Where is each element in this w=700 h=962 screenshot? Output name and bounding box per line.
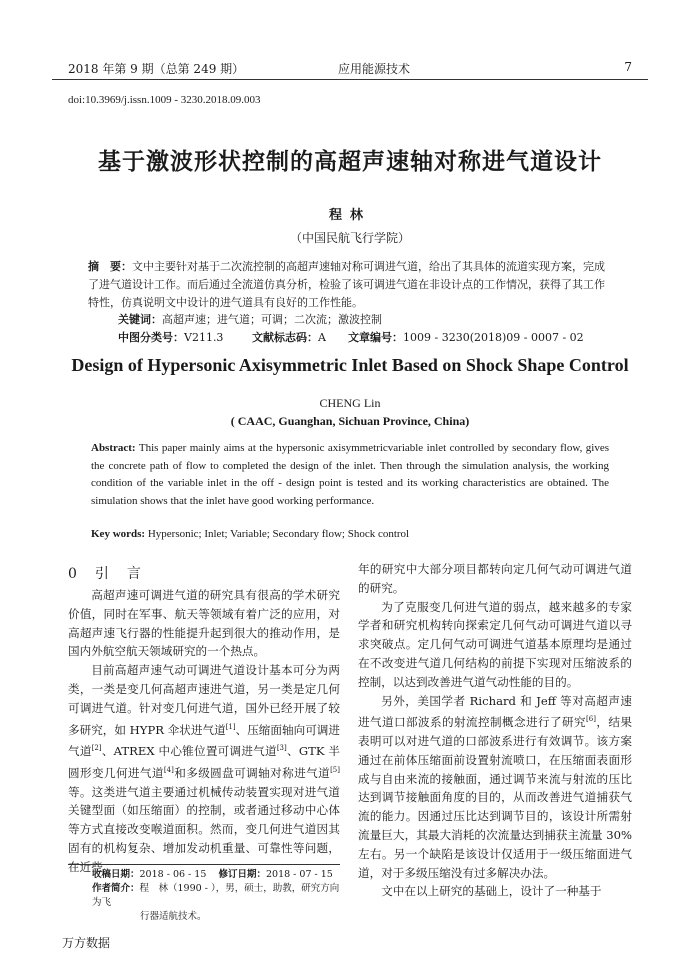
author-chinese: 程林 <box>328 208 371 223</box>
issue-info: 2018 年第 9 期（总第 249 期） <box>68 62 245 76</box>
abstract-text-en: This paper mainly aims at the hypersonic axisymmetricvariable inlet controlled by secondary flow, gives the concrete path of flow to completed the design of the inlet. Then through the simulation analysis, the working condition of the variable inlet in the off - design point is tested and its working characteristics are obtained. The simulation shows that the inlet have good working performance. <box>91 442 609 507</box>
journal-name: 应用能源技术 <box>338 62 411 76</box>
watermark: 万方数据 <box>62 936 111 950</box>
citation-ref[interactable]: [1] <box>225 722 236 731</box>
footnote <box>92 868 342 924</box>
keywords-text-en: Hypersonic; Inlet; Variable; Secondary flow; Shock control <box>145 528 410 540</box>
bio-text: 程 林（1990 - ），男，硕士，助教，研究方向为飞 <box>92 883 340 908</box>
keywords-english <box>91 528 409 540</box>
doc-code-label: 文献标志码： <box>252 331 318 344</box>
abstract-english <box>91 440 609 510</box>
paragraph: 年的研究中大部分项目都转向定几何气动可调进气道的研究。 <box>358 562 632 595</box>
body-column-right <box>358 560 632 901</box>
citation-ref[interactable]: [5] <box>330 765 340 774</box>
abstract-label-cn: 摘 要： <box>88 260 132 273</box>
citation-ref[interactable]: [6] <box>586 715 596 724</box>
paragraph: 目前高超声速气动可调进气道设计基本可分为两类，一类是变几何高超声速进气道，另一类是定几何可调进气道。针对变几何进气道，国外已经开展了较多研究，如 HYPR 伞状进气道[1]、压缩面轴向可调进气道[2]、ATREX 中心锥位置可调进气道[3]、GTK 半圆形变几何进气道[4]和多级圆盘可调轴对称进气道[5]等。这类进气道主要通过机械传动装置实现对进气道关键型面（如压缩面）的控制，或者通过移动中心体等方式直接改变喉道面积。然而，变几何进气道因其固有的机构复杂、增加发动机重量、可靠性等问题，在近些 <box>68 663 340 874</box>
section-number: 0 <box>68 566 77 582</box>
citation-ref[interactable]: [4] <box>163 765 174 774</box>
abstract-chinese <box>88 258 608 312</box>
abstract-text-cn: 文中主要针对基于二次流控制的高超声速轴对称可调进气道，给出了其具体的流道实现方案，完成了进气道设计工作。而后通过全流道仿真分析，检验了该可调进气道在非设计点的工作情况，获得了其工作特性，仿真说明文中设计的进气道具有良好的工作性能。 <box>88 260 605 309</box>
paragraph: 文中在以上研究的基础上，设计了一种基于 <box>381 884 602 899</box>
section-heading <box>68 563 159 583</box>
received-date: 2018 - 06 - 15 <box>139 869 207 880</box>
clc-value: V211.3 <box>184 331 224 344</box>
citation-ref[interactable]: [2] <box>91 744 102 753</box>
body-column-left <box>68 586 340 877</box>
paragraph: 为了克服变几何进气道的弱点，越来越多的专家学者和研究机构转向探索定几何气动可调进气道以寻求突破点。定几何气动可调进气道基本原理均是通过在不改变进气道几何结构的前提下实现对压缩波系的控制，以达到改善进气道气动性能的目的。 <box>358 599 632 689</box>
article-number-value: 1009 - 3230(2018)09 - 0007 - 02 <box>403 331 584 344</box>
keywords-chinese <box>118 311 382 327</box>
footnote-divider <box>68 864 340 865</box>
page-number: 7 <box>624 60 632 74</box>
page-header <box>52 58 648 80</box>
keywords-label-cn: 关键词： <box>118 313 162 326</box>
paragraph: 另外，美国学者 Richard 和 Jeff 等对高超声速进气道口部波系的射流控制概念进行了研究[6]，结果表明可以对进气道的口部波系进行有效调节。该方案通过在前体压缩面前设置射流喷口，在压缩面表面形成与自由来流的接触面，通过调节来流与射流的压比达到调节接触面角度的目的，从而改善进气道捕获气流的能力。因通过压比达到调节目的，该设计所需射流量巨大，其最大消耗的次流量达到捕获主流量 30% 左右。另一个缺陷是该设计仅适用于一级压缩面进气道，对于多级压缩没有过多解决办法。 <box>358 693 632 880</box>
author-english: CHENG Lin <box>319 396 381 410</box>
clc-label: 中图分类号： <box>118 331 184 344</box>
affiliation-chinese: （中国民航飞行学院） <box>289 231 410 245</box>
revised-label: 修订日期： <box>218 869 266 880</box>
bio-text-cont: 行器适航技术。 <box>140 911 207 922</box>
affiliation-english: ( CAAC, Guanghan, Sichuan Province, China) <box>230 414 470 428</box>
doc-code-value: A <box>318 331 326 344</box>
title-chinese: 基于激波形状控制的高超声速轴对称进气道设计 <box>98 148 602 175</box>
doi[interactable]: doi:10.3969/j.issn.1009 - 3230.2018.09.003 <box>68 94 261 106</box>
keywords-label-en: Key words: <box>91 528 146 540</box>
citation-ref[interactable]: [3] <box>276 744 287 753</box>
abstract-label-en: Abstract: <box>91 442 136 454</box>
paragraph: 高超声速可调进气道的研究具有很高的学术研究价值，同时在军事、航天等领域有着广泛的应用，对高超声速飞行器的性能提升起到很大的推动作用，是国内外航空航天领域研究的一个热点。 <box>68 588 340 659</box>
section-title: 引言 <box>94 566 159 582</box>
keywords-text-cn: 高超声速；进气道；可调；二次流；激波控制 <box>162 313 382 326</box>
revised-date: 2018 - 07 - 15 <box>265 869 333 880</box>
article-number-label: 文章编号： <box>348 331 403 344</box>
title-english: Design of Hypersonic Axisymmetric Inlet Based on Shock Shape Control <box>71 355 629 375</box>
bio-label: 作者简介： <box>92 883 140 894</box>
received-label: 收稿日期： <box>92 869 140 880</box>
